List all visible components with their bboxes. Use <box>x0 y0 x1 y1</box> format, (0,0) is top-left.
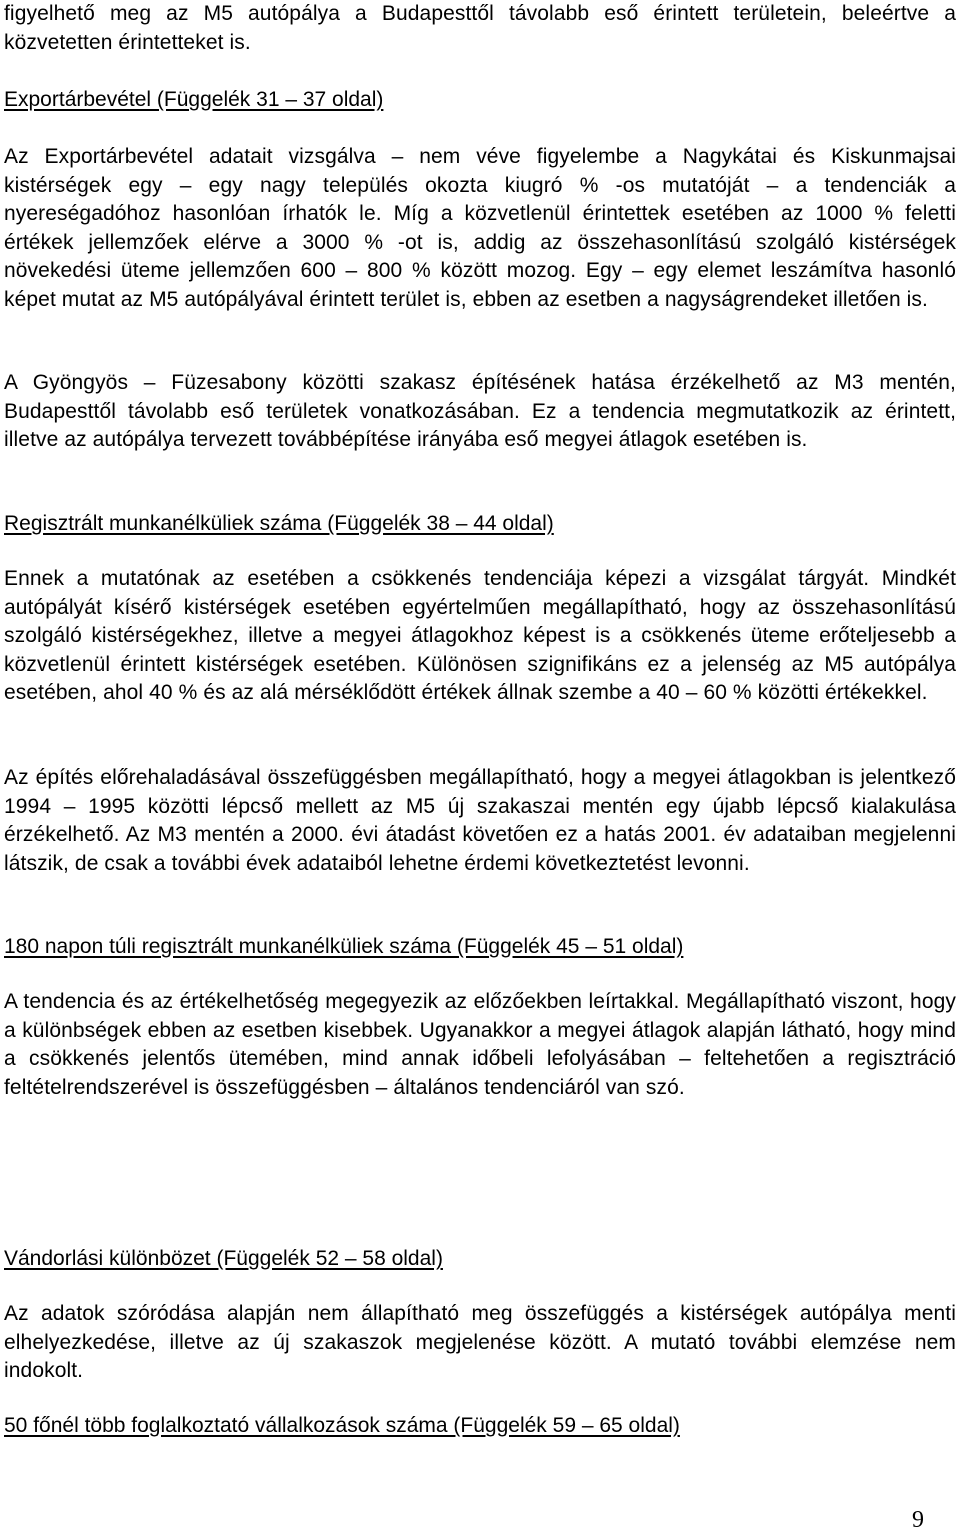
heading-exportarbevetel: Exportárbevétel (Függelék 31 – 37 oldal) <box>4 88 384 111</box>
paragraph-munkanelkuliek-csokkenes: Ennek a mutatónak az esetében a csökkenés tendenciája képezi a vizsgálat tárgyát. Mindkét autópályát kísérő kistérségek esetében egyértelműen megállapítható, hogy az összehasonlítású szolgáló kistérségekhez, illetve a megyei átlagokhoz képest is a csökkenés üteme erőteljesebb a közvetlenül érintett kistérségek esetében. Különösen szignifikáns ez a jelenség az M5 autópálya esetében, ahol 40 % és az alá mérséklődött értékek állnak szembe a 40 – 60 % közötti értékekkel. <box>4 567 956 704</box>
paragraph-tendencia-ertekelhetoseg: A tendencia és az értékelhetőség megegyezik az előzőekben leírtakkal. Megállapítható viszont, hogy a különbségek ebben az esetben kisebbek. Ugyanakkor a megyei átlagok alapján látható, hogy mind a csökkenés jelentős ütemében, mind annak időbeli lefolyásában – feltehetően a regisztráció feltételrendszerével is összefüggésben – általános tendenciáról van szó. <box>4 990 956 1099</box>
paragraph-adatok-szorodasa: Az adatok szóródása alapján nem állapítható meg összefüggés a kistérségek autópálya menti elhelyezkedése, illetve az új szakaszok megjelenése között. A mutató további elemzése nem indokolt. <box>4 1302 956 1382</box>
heading-50-fonel-tobb: 50 főnél több foglalkoztató vállalkozások száma (Függelék 59 – 65 oldal) <box>4 1414 680 1437</box>
paragraph-gyongyos-fuzesabony: A Gyöngyös – Füzesabony közötti szakasz építésének hatása érzékelhető az M3 mentén, Budapesttől távolabb eső területek vonatkozásában. Ez a tendencia megmutatkozik az érintett, illetve az autópálya tervezett továbbépítése irányába eső megyei átlagok esetében is. <box>4 371 956 451</box>
paragraph-epites-elorehaladas: Az építés előrehaladásával összefüggésben megállapítható, hogy a megyei átlagokban is jelentkező 1994 – 1995 közötti lépcső mellett az M5 új szakaszai mentén egy újabb lépcső kialakulása érzékelhető. Az M3 mentén a 2000. évi átadást követően ez a hatás 2001. év adataiban megjelenni látszik, de csak a további évek adataiból lehetne érdemi következtetést levonni. <box>4 766 956 875</box>
paragraph-exportarbevetel: Az Exportárbevétel adatait vizsgálva – nem véve figyelembe a Nagykátai és Kiskunmajsai kistérségek egy – egy nagy település okozta kiugró % -os mutatóját – a tendenciák a nyereségadóhoz hasonlóan írhatók le. Míg a közvetlenül érintettek esetében az 1000 % feletti értékek jellemzőek elérve a 3000 % -ot is, addig az összehasonlítású szolgáló kistérségek növekedési üteme jellemzően 600 – 800 % között mozog. Egy – egy elemet leszámítva hasonló képet mutat az M5 autópályával érintett terület is, ebben az esetben a nagyságrendeket illetően is. <box>4 145 956 311</box>
heading-regisztralt-munkanelkuliek: Regisztrált munkanélküliek száma (Függelék 38 – 44 oldal) <box>4 512 554 535</box>
heading-180-napon-tuli: 180 napon túli regisztrált munkanélküliek száma (Függelék 45 – 51 oldal) <box>4 935 684 958</box>
heading-vandorlasi-kulonbozet: Vándorlási különbözet (Függelék 52 – 58 oldal) <box>4 1247 443 1270</box>
page-number: 9 <box>912 1507 924 1533</box>
paragraph-m5-intro: figyelhető meg az M5 autópálya a Budapesttől távolabb eső érintett területein, beleértve a közvetetten érintetteket is. <box>4 2 956 54</box>
